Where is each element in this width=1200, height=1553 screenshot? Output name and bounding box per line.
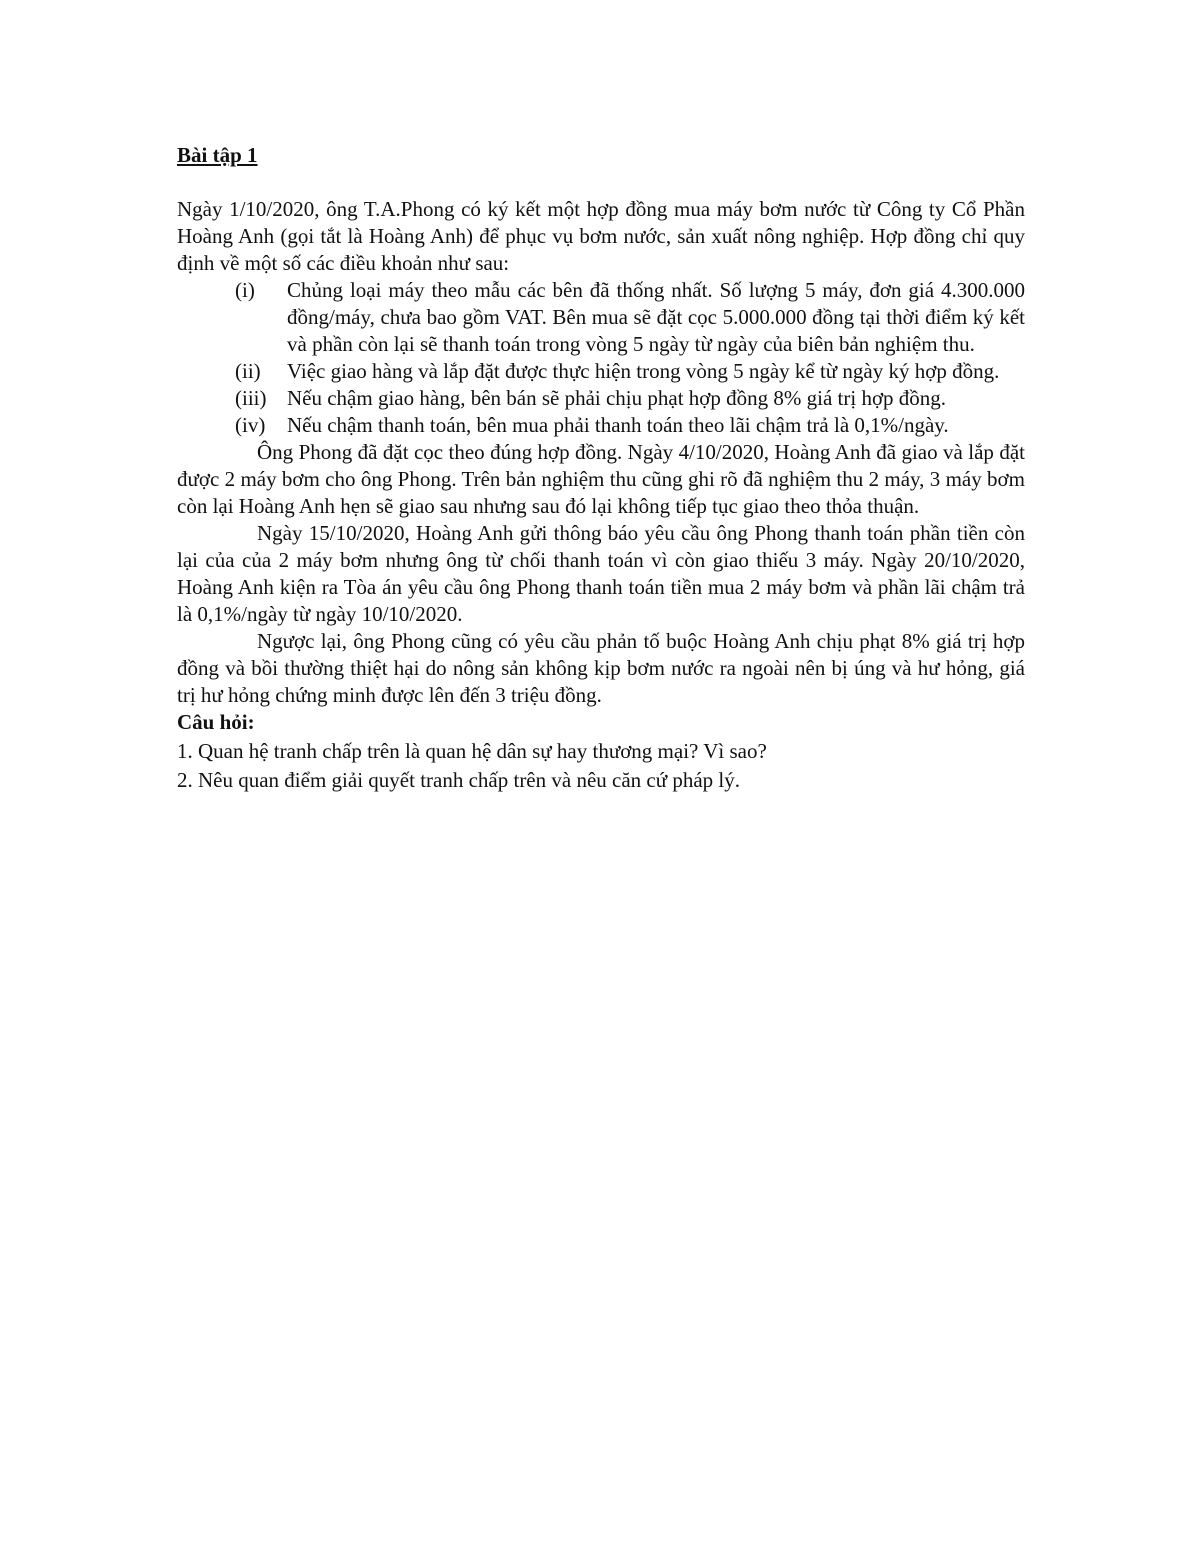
clause-item xyxy=(177,358,1025,385)
document-body xyxy=(177,142,1025,794)
intro-paragraph: Ngày 1/10/2020, ông T.A.Phong có ký kết một hợp đồng mua máy bơm nước từ Công ty Cổ Phần Hoàng Anh (gọi tắt là Hoàng Anh) để phục vụ bơm nước, sản xuất nông nghiệp. Hợp đồng chỉ quy định về một số các điều khoản như sau: xyxy=(177,197,1025,275)
clause-text: Chủng loại máy theo mẫu các bên đã thống nhất. Số lượng 5 máy, đơn giá 4.300.000 đồng/máy, chưa bao gồm VAT. Bên mua sẽ đặt cọc 5.000.000 đồng tại thời điểm ký kết và phần còn lại sẽ thanh toán trong vòng 5 ngày từ ngày của biên bản nghiệm thu. xyxy=(287,278,1025,356)
clause-marker: (ii) xyxy=(235,359,261,383)
clause-marker: (iv) xyxy=(235,413,266,437)
contract-clauses-list xyxy=(177,277,1025,439)
facts-paragraph: Ngược lại, ông Phong cũng có yêu cầu phản tố buộc Hoàng Anh chịu phạt 8% giá trị hợp đồng và bồi thường thiệt hại do nông sản không kịp bơm nước ra ngoài nên bị úng và hư hỏng, giá trị hư hỏng chứng minh được lên đến 3 triệu đồng. xyxy=(177,629,1025,707)
clause-text: Nếu chậm giao hàng, bên bán sẽ phải chịu phạt hợp đồng 8% giá trị hợp đồng. xyxy=(287,386,947,410)
clause-marker: (i) xyxy=(235,278,255,302)
facts-paragraph: Ông Phong đã đặt cọc theo đúng hợp đồng. Ngày 4/10/2020, Hoàng Anh đã giao và lắp đặt được 2 máy bơm cho ông Phong. Trên bản nghiệm thu cũng ghi rõ đã nghiệm thu 2 máy, 3 máy bơm còn lại Hoàng Anh hẹn sẽ giao sau nhưng sau đó lại không tiếp tục giao theo thỏa thuận. xyxy=(177,440,1025,518)
clause-marker: (iii) xyxy=(235,386,267,410)
clause-text: Việc giao hàng và lắp đặt được thực hiện trong vòng 5 ngày kể từ ngày ký hợp đồng. xyxy=(287,359,1000,383)
exercise-title: Bài tập 1 xyxy=(177,143,258,167)
question-item: 2. Nêu quan điểm giải quyết tranh chấp trên và nêu căn cứ pháp lý. xyxy=(177,768,741,792)
questions-heading: Câu hỏi: xyxy=(177,710,255,734)
clause-item xyxy=(177,412,1025,439)
clause-text: Nếu chậm thanh toán, bên mua phải thanh toán theo lãi chậm trả là 0,1%/ngày. xyxy=(287,413,949,437)
clause-item xyxy=(177,385,1025,412)
facts-paragraph: Ngày 15/10/2020, Hoàng Anh gửi thông báo yêu cầu ông Phong thanh toán phần tiền còn lại của của 2 máy bơm nhưng ông từ chối thanh toán vì còn giao thiếu 3 máy. Ngày 20/10/2020, Hoàng Anh kiện ra Tòa án yêu cầu ông Phong thanh toán tiền mua 2 máy bơm và phần lãi chậm trả là 0,1%/ngày từ ngày 10/10/2020. xyxy=(177,521,1025,626)
question-item: 1. Quan hệ tranh chấp trên là quan hệ dân sự hay thương mại? Vì sao? xyxy=(177,739,767,763)
clause-item xyxy=(177,277,1025,358)
